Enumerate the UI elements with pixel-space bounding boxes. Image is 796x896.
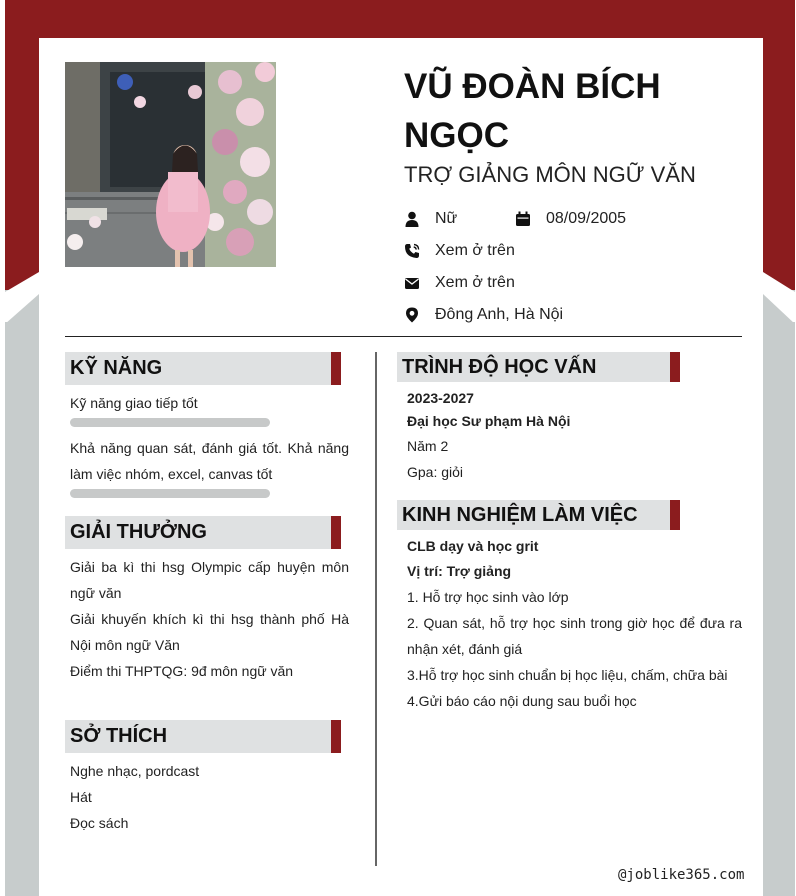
hobby-item: Nghe nhạc, pordcast	[70, 763, 200, 779]
phone-row	[404, 242, 515, 260]
skills-heading	[65, 352, 341, 385]
hobby-item: Hát	[70, 789, 92, 805]
experience-duty: 4.Gửi báo cáo nội dung sau buổi học	[407, 693, 637, 709]
birthday-row	[515, 210, 626, 228]
education-gpa: Gpa: giỏi	[407, 464, 464, 480]
award-item: Giải ba kì thi hsg Olympic cấp huyện môn ngữ văn	[70, 559, 349, 601]
awards-heading-text: GIẢI THƯỞNG	[70, 521, 207, 543]
hobbies-heading-text: SỞ THÍCH	[70, 725, 168, 747]
education-year: Năm 2	[407, 438, 449, 454]
hobby-item: Đọc sách	[70, 815, 129, 831]
birthday-value: 08/09/2005	[546, 210, 627, 227]
skill-level-bar	[70, 418, 270, 427]
phone-value: Xem ở trên	[435, 242, 515, 259]
email-row	[404, 274, 515, 292]
skill-level-bar	[70, 489, 270, 498]
experience-duty: 1. Hỗ trợ học sinh vào lớp	[407, 589, 569, 605]
address-row	[404, 306, 563, 324]
skill-item: Khả năng quan sát, đánh giá tốt. Khả năng làm việc nhóm, excel, canvas tốt	[70, 440, 349, 482]
education-heading-text: TRÌNH ĐỘ HỌC VẤN	[402, 355, 597, 378]
heading-accent	[670, 352, 680, 382]
experience-duty: 2. Quan sát, hỗ trợ học sinh trong giờ học để đưa ra nhận xét, đánh giá	[407, 615, 742, 657]
heading-accent	[331, 720, 341, 753]
gender-row	[404, 210, 457, 228]
hobbies-heading	[65, 720, 341, 753]
awards-heading	[65, 516, 341, 549]
email-value: Xem ở trên	[435, 274, 515, 291]
heading-accent	[331, 516, 341, 549]
phone-icon	[404, 243, 420, 259]
heading-accent	[670, 500, 680, 530]
calendar-icon	[515, 211, 531, 227]
education-heading	[397, 352, 680, 382]
education-period: 2023-2027	[407, 390, 474, 406]
experience-heading-text: KINH NGHIỆM LÀM VIỆC	[402, 503, 638, 526]
profile-photo	[65, 62, 276, 267]
experience-duty: 3.Hỗ trợ học sinh chuẩn bị học liệu, chấm, chữa bài	[407, 667, 728, 683]
experience-heading	[397, 500, 680, 530]
user-icon	[404, 211, 420, 227]
experience-position: Vị trí: Trợ giảng	[407, 563, 512, 579]
column-divider	[375, 352, 377, 866]
skill-item: Kỹ năng giao tiếp tốt	[70, 395, 198, 411]
education-school: Đại học Sư phạm Hà Nội	[407, 413, 571, 429]
gender-value: Nữ	[435, 210, 458, 227]
skills-heading-text: KỸ NĂNG	[70, 357, 163, 379]
job-title: TRỢ GIẢNG MÔN NGỮ VĂN	[404, 162, 696, 187]
envelope-icon	[404, 275, 420, 291]
watermark: @joblike365.com	[618, 867, 745, 883]
candidate-name: VŨ ĐOÀN BÍCH NGỌC	[404, 67, 661, 155]
award-item: Điểm thi THPTQG: 9đ môn ngữ văn	[70, 663, 294, 679]
address-value: Đông Anh, Hà Nội	[435, 306, 564, 323]
location-pin-icon	[404, 307, 420, 323]
header-divider	[65, 336, 742, 337]
award-item: Giải khuyến khích kì thi hsg thành phố Hà Nội môn ngữ Văn	[70, 611, 349, 653]
experience-org: CLB dạy và học grit	[407, 538, 539, 554]
heading-accent	[331, 352, 341, 385]
